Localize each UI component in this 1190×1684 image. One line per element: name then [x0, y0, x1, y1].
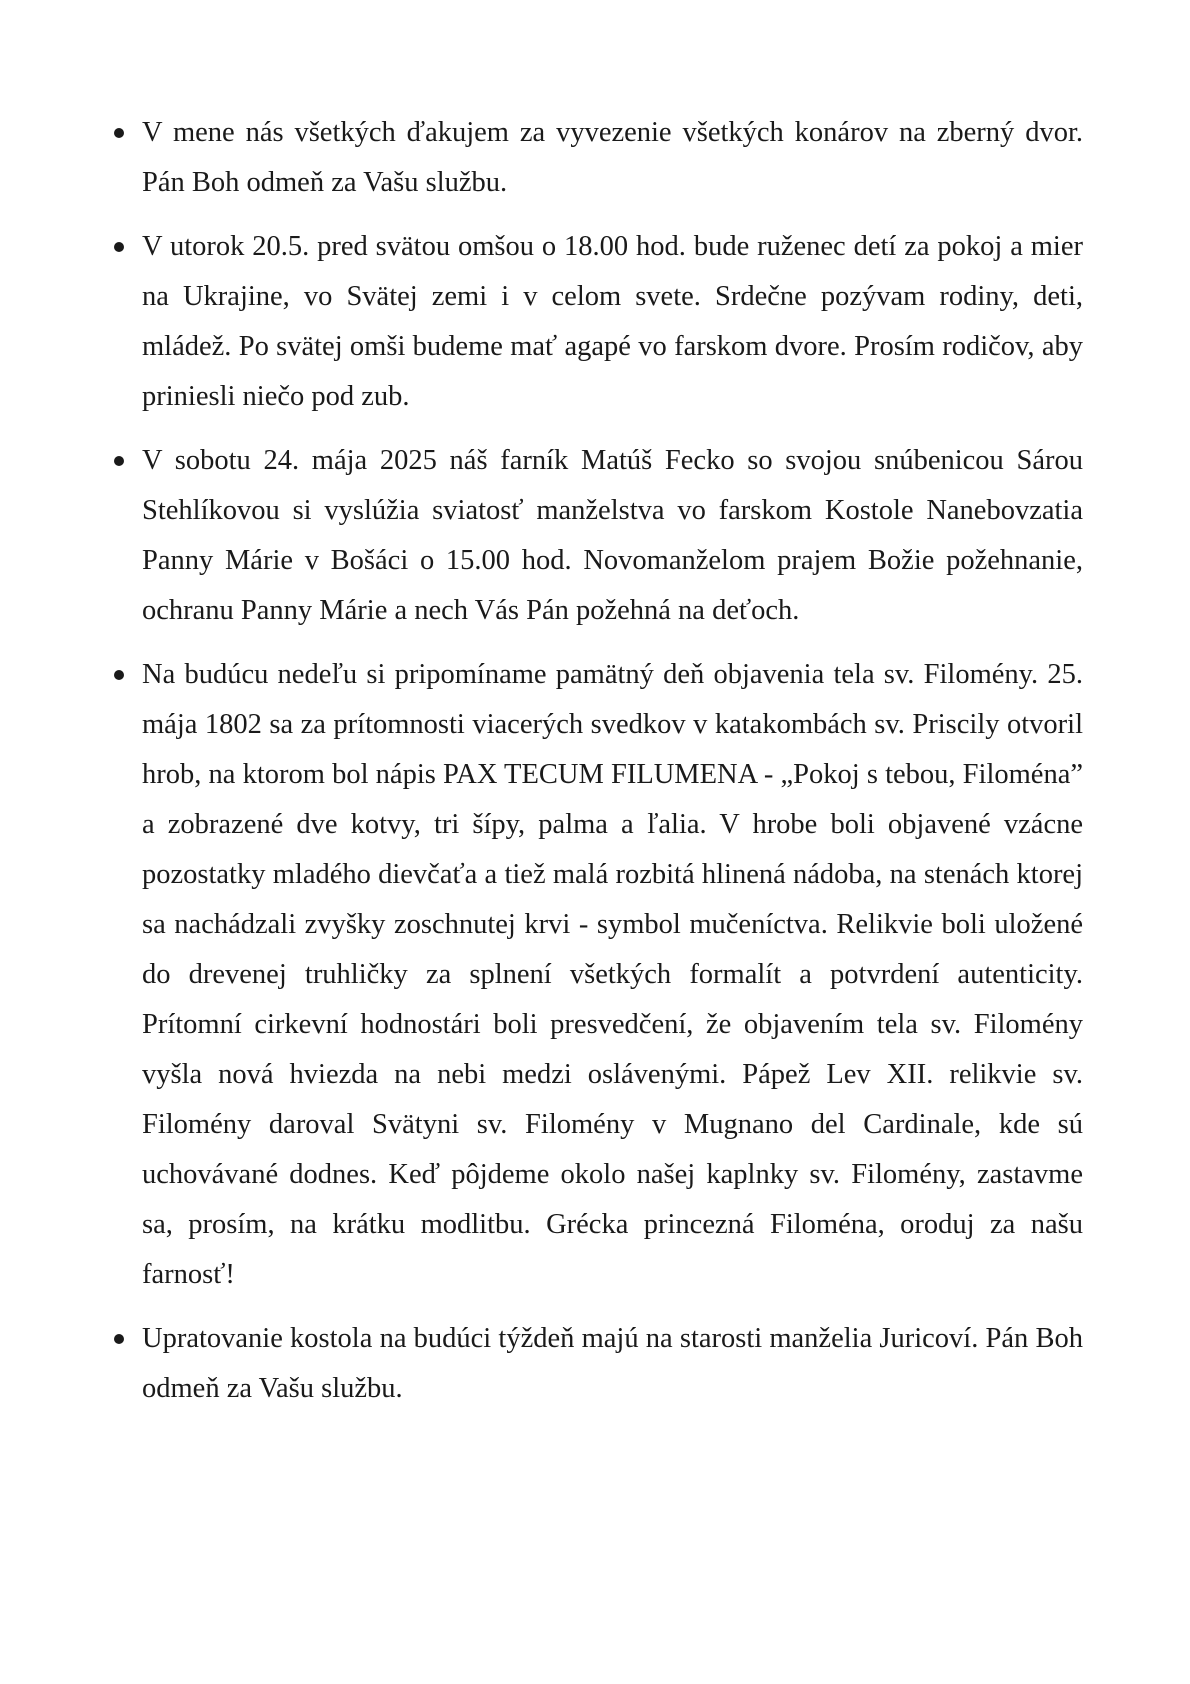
list-item [142, 108, 1083, 208]
bullet-icon [114, 456, 124, 466]
announcement-text: V mene nás všetkých ďakujem za vyvezenie všetkých konárov na zberný dvor. Pán Boh odmeň za Vašu službu. [142, 117, 1083, 198]
bullet-icon [114, 242, 124, 252]
list-item [142, 650, 1083, 1300]
list-item [142, 222, 1083, 422]
list-item [142, 1314, 1083, 1414]
bullet-icon [114, 128, 124, 138]
announcement-text: V sobotu 24. mája 2025 náš farník Matúš Fecko so svojou snúbenicou Sárou Stehlíkovou si vyslúžia sviatosť manželstva vo farskom Kostole Nanebovzatia Panny Márie v Bošáci o 15.00 hod. Novomanželom prajem Božie požehnanie, ochranu Panny Márie a nech Vás Pán požehná na deťoch. [142, 445, 1083, 626]
bullet-icon [114, 1334, 124, 1344]
bullet-icon [114, 670, 124, 680]
announcement-text: Na budúcu nedeľu si pripomíname pamätný deň objavenia tela sv. Filomény. 25. mája 1802 sa za prítomnosti viacerých svedkov v katakombách sv. Priscily otvoril hrob, na ktorom bol nápis PAX TECUM FILUMENA - „Pokoj s tebou, Filoména” a zobrazené dve kotvy, tri šípy, palma a ľalia. V hrobe boli objavené vzácne pozostatky mladého dievčaťa a tiež malá rozbitá hlinená nádoba, na stenách ktorej sa nachádzali zvyšky zoschnutej krvi - symbol mučeníctva. Relikvie boli uložené do drevenej truhličky za splnení všetkých formalít a potvrdení autenticity. Prítomní cirkevní hodnostári boli presvedčení, že objavením tela sv. Filomény vyšla nová hviezda na nebi medzi oslávenými. Pápež Lev XII. relikvie sv. Filomény daroval Svätyni sv. Filomény v Mugnano del Cardinale, kde sú uchovávané dodnes. Keď pôjdeme okolo našej kaplnky sv. Filomény, zastavme sa, prosím, na krátku modlitbu. Grécka princezná Filoména, oroduj za našu farnosť! [142, 659, 1083, 1290]
list-item [142, 436, 1083, 636]
announcement-text: V utorok 20.5. pred svätou omšou o 18.00 hod. bude ruženec detí za pokoj a mier na Ukrajine, vo Svätej zemi i v celom svete. Srdečne pozývam rodiny, deti, mládež. Po svätej omši budeme mať agapé vo farskom dvore. Prosím rodičov, aby priniesli niečo pod zub. [142, 231, 1083, 412]
announcement-list [0, 108, 1190, 1428]
announcement-text: Upratovanie kostola na budúci týždeň majú na starosti manželia Juricoví. Pán Boh odmeň za Vašu službu. [142, 1323, 1083, 1404]
